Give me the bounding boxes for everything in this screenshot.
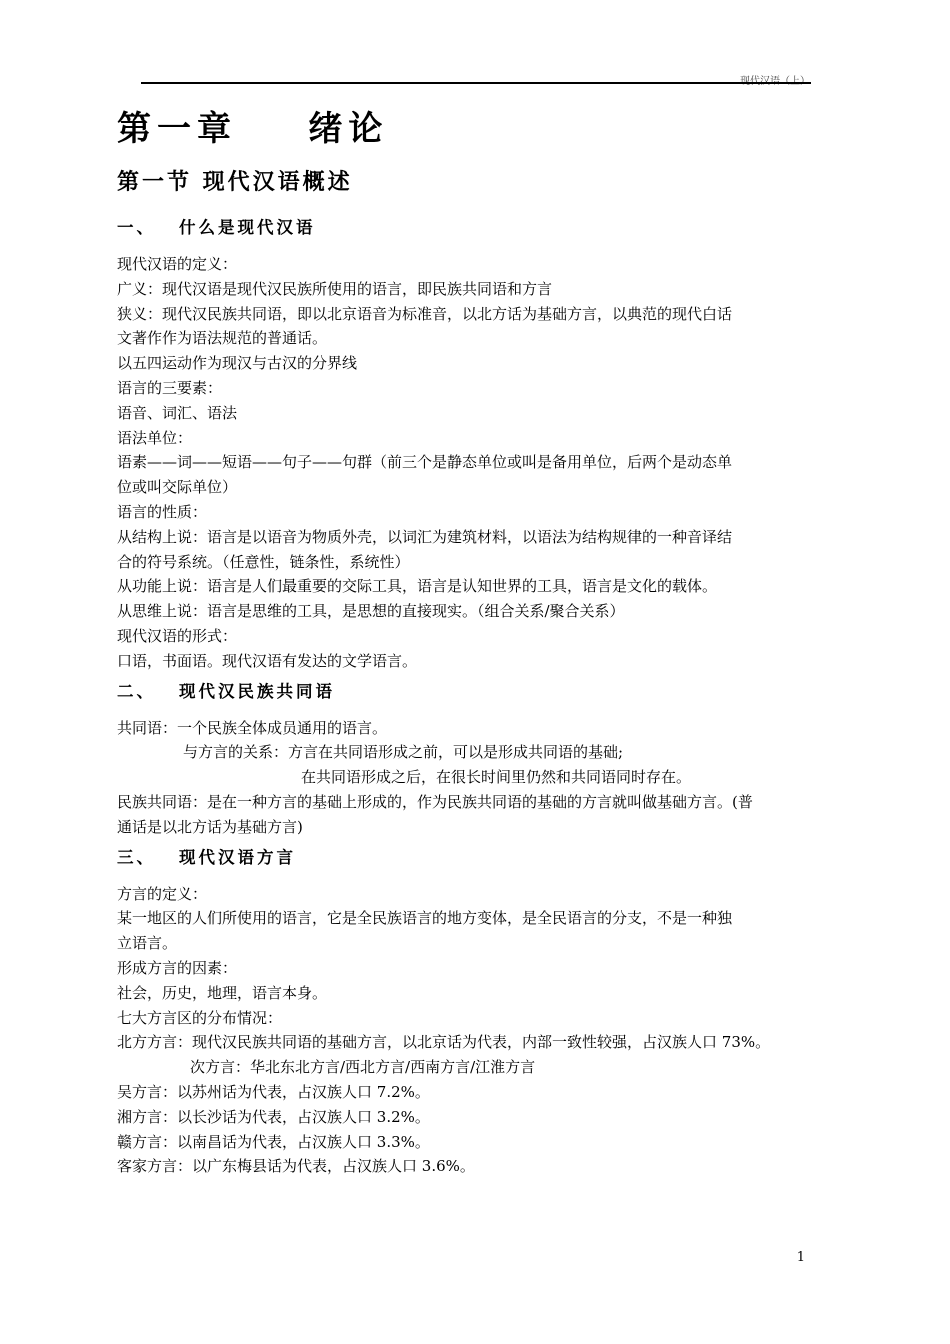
subsection-body-2 — [117, 716, 837, 840]
body-line: 位或叫交际单位） — [117, 478, 238, 497]
body-line: 现代汉语的形式： — [117, 626, 238, 645]
body-line: 湘方言：以长沙话为代表，占汉族人口 3.2%。 — [117, 1107, 430, 1126]
page-content — [117, 100, 837, 1179]
body-line: 立语言。 — [117, 934, 178, 953]
body-line: 语言的三要素： — [117, 378, 223, 397]
body-line: 北方方言：现代汉民族共同语的基础方言，以北京话为代表，内部一致性较强，占汉族人口 73%。 — [117, 1033, 771, 1052]
body-line: 在共同语形成之后，在很长时间里仍然和共同语同时存在。 — [301, 768, 692, 787]
body-line: 吴方言：以苏州话为代表，占汉族人口 7.2%。 — [117, 1082, 430, 1101]
running-header: 现代汉语（上） — [740, 76, 810, 87]
body-line: 狭义：现代汉民族共同语，即以北京语音为标准音，以北方话为基础方言，以典范的现代白话 — [117, 304, 733, 323]
header-rule — [141, 82, 811, 84]
subsection-label: 现代汉民族共同语 — [179, 681, 335, 701]
body-line: 文著作作为语法规范的普通话。 — [117, 329, 328, 348]
body-line: 某一地区的人们所使用的语言，它是全民族语言的地方变体，是全民语言的分支，不是一种独 — [117, 909, 733, 928]
body-line: 语法单位： — [117, 428, 193, 447]
subsection-label: 现代汉语方言 — [179, 847, 296, 867]
body-line: 形成方言的因素： — [117, 958, 238, 977]
page-number: 1 — [796, 1250, 805, 1265]
body-line: 社会，历史，地理，语言本身。 — [117, 983, 328, 1002]
subsection-title-3 — [117, 846, 837, 870]
body-line: 通话是以北方话为基础方言) — [117, 817, 303, 836]
body-line: 赣方言：以南昌话为代表，占汉族人口 3.3%。 — [117, 1132, 430, 1151]
subsection-label: 什么是现代汉语 — [179, 218, 316, 237]
body-line: 从结构上说：语言是以语音为物质外壳，以词汇为建筑材料，以语法为结构规律的一种音译结 — [117, 527, 733, 546]
subsection-number: 二、 — [117, 681, 156, 701]
body-line: 以五四运动作为现汉与古汉的分界线 — [117, 354, 358, 373]
body-line: 语音、词汇、语法 — [117, 403, 238, 422]
body-line: 次方言：华北东北方言/西北方言/西南方言/江淮方言 — [190, 1058, 536, 1077]
body-line: 合的符号系统。（任意性，链条性，系统性） — [117, 552, 410, 571]
subsection-body-1 — [117, 252, 837, 674]
body-line: 从思维上说：语言是思维的工具，是思想的直接现实。（组合关系/聚合关系） — [117, 602, 625, 621]
chapter-title: 第一章 绪论 — [117, 109, 389, 149]
body-line: 共同语：一个民族全体成员通用的语言。 — [117, 718, 388, 737]
section-title: 第一节 现代汉语概述 — [117, 170, 353, 195]
body-line: 民族共同语：是在一种方言的基础上形成的，作为民族共同语的基础的方言就叫做基础方言。(普 — [117, 792, 753, 811]
subsection-number: 一、 — [117, 218, 156, 237]
body-line: 语素——词——短语——句子——句群（前三个是静态单位或叫是备用单位，后两个是动态单 — [117, 453, 733, 472]
body-line: 与方言的关系：方言在共同语形成之前，可以是形成共同语的基础; — [183, 743, 624, 762]
body-line: 语言的性质： — [117, 502, 208, 521]
body-line: 广义：现代汉语是现代汉民族所使用的语言，即民族共同语和方言 — [117, 279, 553, 298]
body-line: 七大方言区的分布情况： — [117, 1008, 283, 1027]
body-line: 客家方言：以广东梅县话为代表，占汉族人口 3.6%。 — [117, 1157, 475, 1176]
body-line: 现代汉语的定义： — [117, 255, 238, 273]
subsection-title-2 — [117, 680, 837, 704]
body-line: 口语，书面语。现代汉语有发达的文学语言。 — [117, 651, 418, 670]
subsection-body-3 — [117, 882, 837, 1180]
subsection-title-1 — [117, 216, 837, 240]
body-line: 从功能上说：语言是人们最重要的交际工具，语言是认知世界的工具，语言是文化的载体。 — [117, 577, 718, 596]
body-line: 方言的定义： — [117, 884, 208, 903]
subsection-number: 三、 — [117, 847, 156, 867]
